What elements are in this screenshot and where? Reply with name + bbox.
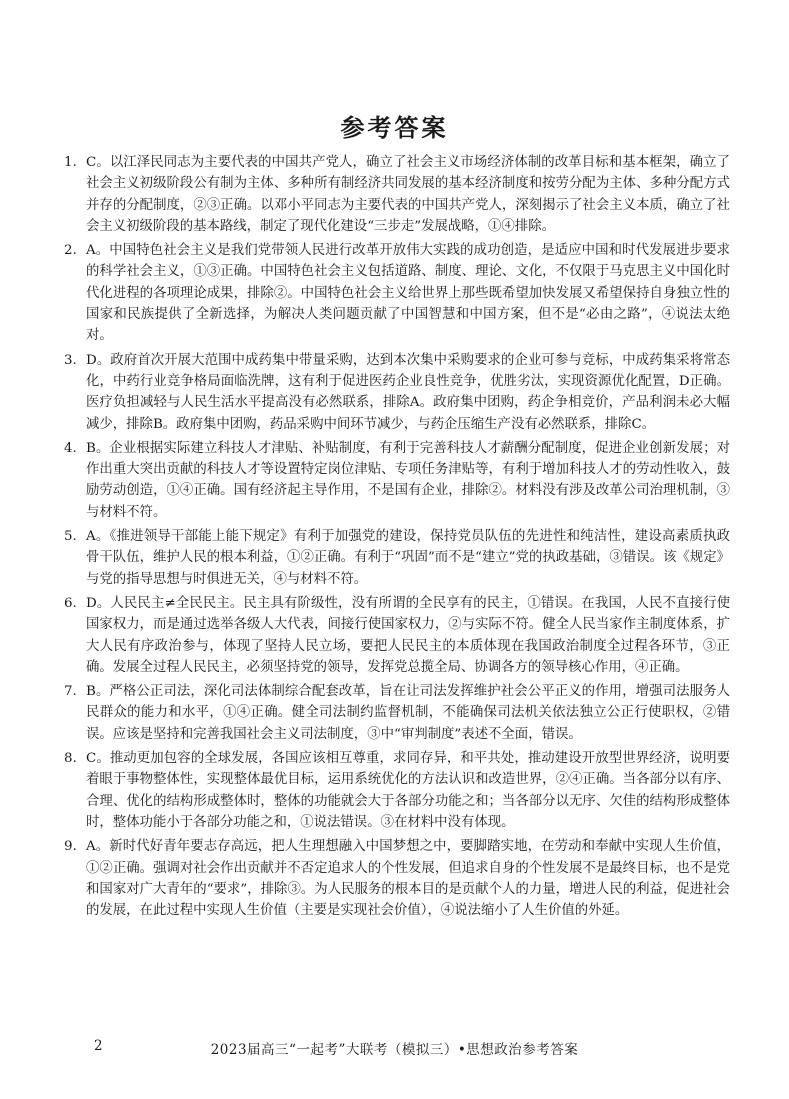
answer-number: 5. <box>64 529 77 545</box>
page-number: 2 <box>94 1038 103 1054</box>
answer-item <box>64 526 730 590</box>
answer-text: B。企业根据实际建立科技人才津贴、补贴制度，有利于完善科技人才薪酬分配制度，促进企业创新发展；对作出重大突出贡献的科技人才等设置特定岗位津贴、专项任务津贴等，有利于增加科技人才的劳动性收入，鼓励劳动创造，①④正确。国有经济起主导作用，不是国有企业，排除②。材料没有涉及改革公司治理机制，③与材料不符。 <box>86 440 730 520</box>
answer-item <box>64 748 730 833</box>
answer-item <box>64 593 730 678</box>
answer-number: 3. <box>64 352 77 368</box>
answer-number: 4. <box>64 440 77 456</box>
answer-text: A。中国特色社会主义是我们党带领人民进行改革开放伟大实践的成功创造，是适应中国和时代发展进步要求的科学社会主义，①③正确。中国特色社会主义包括道路、制度、理论、文化，不仅限于马克思主义中国化时代化进程的各项理论成果，排除②。中国特色社会主义给世界上那些既希望加快发展又希望保持自身独立性的国家和民族提供了全新选择，为解决人类问题贡献了中国智慧和中国方案，但不是“必由之路”，④说法太绝对。 <box>86 243 730 344</box>
answer-text: D。人民民主≠全民民主。民主具有阶级性，没有所谓的全民享有的民主，①错误。在我国，人民不直接行使国家权力，而是通过选举各级人大代表，间接行使国家权力，②与实际不符。健全人民当家作主制度体系，扩大人民有序政治参与，体现了坚持人民立场，要把人民民主的本质体现在我国政治制度全过程各环节，③正确。发展全过程人民民主，必须坚持党的领导，发挥党总揽全局、协调各方的领导核心作用，④正确。 <box>86 595 730 675</box>
answer-item <box>64 438 730 523</box>
answer-item <box>64 836 730 921</box>
answer-number: 2. <box>64 243 77 259</box>
answer-item <box>64 681 730 745</box>
answer-item <box>64 152 730 237</box>
answer-text: A。新时代好青年要志存高远，把人生理想融入中国梦想之中，要脚踏实地，在劳动和奉献中实现人生价值，①②正确。强调对社会作出贡献并不否定追求人的个性发展，但追求自身的个性发展不是最终目标，也不是党和国家对广大青年的“要求”，排除③。为人民服务的根本目的是贡献个人的力量，增进人民的利益，促进社会的发展，在此过程中实现人生价值（主要是实现社会价值），④说法缩小了人生价值的外延。 <box>86 839 730 919</box>
answer-number: 9. <box>64 839 77 855</box>
footer-title: 2023届高三“一起考”大联考（模拟三）•思想政治参考答案 <box>210 1042 579 1058</box>
answer-text: D。政府首次开展大范围中成药集中带量采购，达到本次集中采购要求的企业可参与竞标，中成药集采将常态化，中药行业竞争格局面临洗牌，这有利于促进医药企业良性竞争，优胜劣汰，实现资源优化配置，D正确。医疗负担减轻与人民生活水平提高没有必然联系，排除A。政府集中团购，药企争相竞价，产品利润未必大幅减少，排除B。政府集中团购，药品采购中间环节减少，与药企压缩生产没有必然联系，排除C。 <box>86 352 730 432</box>
answer-item <box>64 240 730 346</box>
answer-number: 7. <box>64 684 77 700</box>
page-title: 参考答案 <box>340 113 449 142</box>
answer-text: C。推动更加包容的全球发展，各国应该相互尊重，求同存异，和平共处，推动建设开放型世界经济，说明要着眼于事物整体性，实现整体最优目标，运用系统优化的方法认识和改造世界，②④正确。当各部分以有序、合理、优化的结构形成整体时，整体的功能就会大于各部分功能之和；当各部分以无序、欠佳的结构形成整体时，整体功能小于各部分功能之和，①说法错误。③在材料中没有体现。 <box>86 751 730 830</box>
answer-text: B。严格公正司法，深化司法体制综合配套改革，旨在让司法发挥维护社会公平正义的作用，增强司法服务人民群众的能力和水平，①④正确。健全司法制约监督机制，不能确保司法机关依法独立公正行使职权，②错误。应该是坚持和完善我国社会主义司法制度，③中“审判制度”表述不全面，错误。 <box>86 684 730 742</box>
answer-text: C。以江泽民同志为主要代表的中国共产党人，确立了社会主义市场经济体制的改革目标和基本框架，确立了社会主义初级阶段公有制为主体、多种所有制经济共同发展的基本经济制度和按劳分配为主体、多种分配方式并存的分配制度，②③正确。以邓小平同志为主要代表的中国共产党人，深刻揭示了社会主义本质，确立了社会主义初级阶段的基本路线，制定了现代化建设“三步走”发展战略，①④排除。 <box>86 155 730 234</box>
answer-number: 8. <box>64 751 77 767</box>
answer-number: 1. <box>64 155 77 170</box>
answer-text: A。《推进领导干部能上能下规定》有利于加强党的建设，保持党员队伍的先进性和纯洁性，建设高素质执政骨干队伍，维护人民的根本利益，①②正确。有利于“巩固”而不是“建立”党的执政基础，③错误。该《规定》与党的指导思想与时俱进无关，④与材料不符。 <box>86 529 730 587</box>
answer-item <box>64 350 730 435</box>
page-footer <box>0 1038 789 1060</box>
answer-number: 6. <box>64 595 77 611</box>
answer-list <box>64 152 730 924</box>
